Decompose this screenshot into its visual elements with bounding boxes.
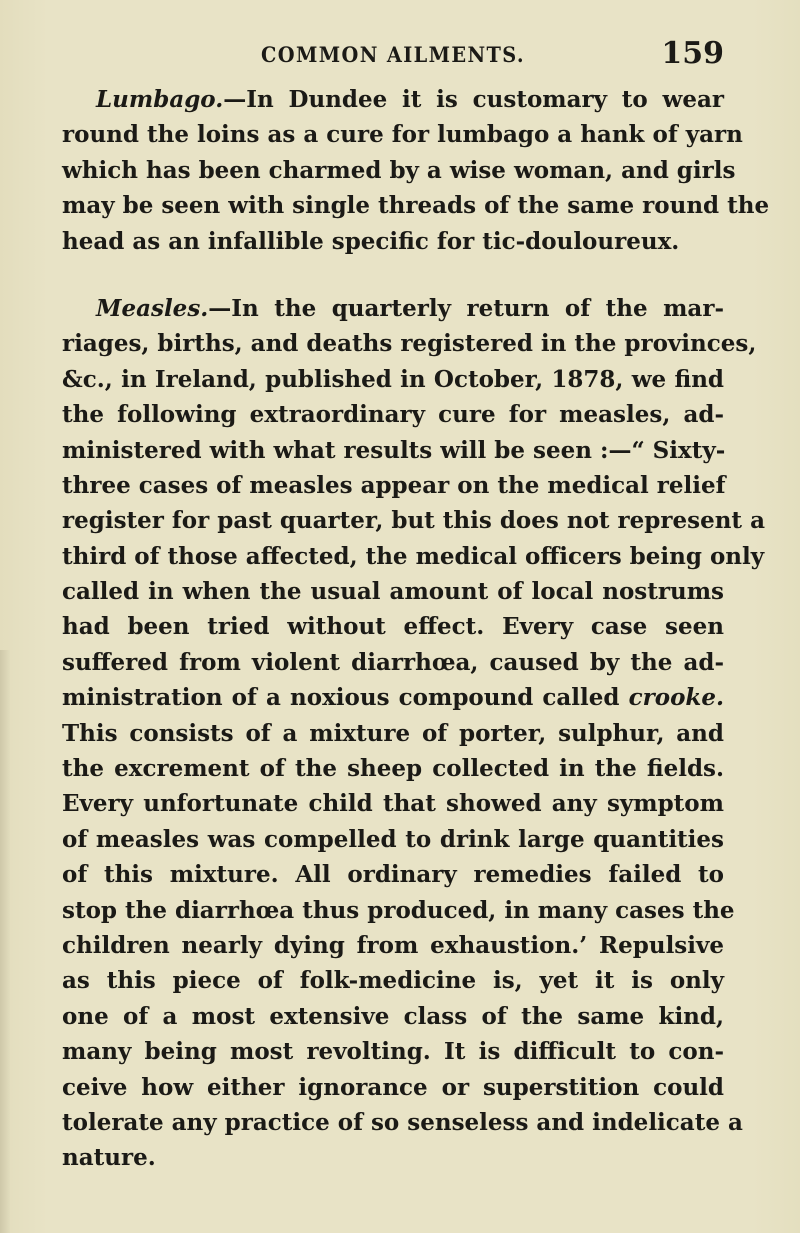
text-line: nature. <box>62 1144 156 1172</box>
text-line: riages, births, and deaths registered in the provinces, <box>62 330 757 358</box>
text-line: of this mixture. All ordinary remedies failed to <box>62 861 724 889</box>
text-line <box>62 680 724 715</box>
text-line: third of those affected, the medical officers being only <box>62 542 765 570</box>
page-header <box>62 36 724 82</box>
text-line-content: —In the quarterly return of the mar- <box>208 294 724 322</box>
running-head: COMMON AILMENTS. <box>260 42 526 67</box>
binding-shadow <box>0 650 10 1233</box>
text-line: of measles was compelled to drink large quantities <box>62 825 724 853</box>
paragraph-heading-measles: Measles. <box>96 294 209 322</box>
text-line: suffered from violent diarrhœa, caused by the ad- <box>62 648 724 676</box>
text-line: many being most revolting. It is difficult to con- <box>62 1038 724 1066</box>
text-line: ministered with what results will be seen :—“ Sixty- <box>62 436 726 464</box>
text-line: children nearly dying from exhaustion.’ Repulsive <box>62 931 724 959</box>
text-line <box>62 291 724 326</box>
text-line: Every unfortunate child that showed any symptom <box>62 790 724 818</box>
text-line: the excrement of the sheep collected in the fields. <box>62 755 724 783</box>
italic-term-crooke: crooke. <box>628 684 724 712</box>
text-line: head as an infallible specific for tic-douloureux. <box>62 227 680 255</box>
text-line <box>62 82 724 117</box>
paragraph-gap <box>62 259 724 291</box>
text-line: which has been charmed by a wise woman, and girls <box>62 156 736 184</box>
text-line: stop the diarrhœa thus produced, in many cases the <box>62 896 735 924</box>
text-line: called in when the usual amount of local nostrums <box>62 578 724 606</box>
text-line-content: ministration of a noxious compound called <box>62 684 629 712</box>
text-line: may be seen with single threads of the same round the <box>62 192 770 220</box>
text-line: ceive how either ignorance or superstition could <box>62 1073 724 1101</box>
text-line-content: —In Dundee it is customary to wear <box>223 86 724 113</box>
paragraph-heading-lumbago: Lumbago. <box>96 86 224 113</box>
text-line: had been tried without effect. Every case seen <box>62 613 724 641</box>
text-line: &c., in Ireland, published in October, 1878, we find <box>62 365 724 393</box>
text-line: register for past quarter, but this does not represent a <box>62 507 765 535</box>
text-line: one of a most extensive class of the same kind, <box>62 1002 724 1030</box>
text-line: three cases of measles appear on the medical relief <box>62 471 726 499</box>
text-line: round the loins as a cure for lumbago a hank of yarn <box>62 121 743 149</box>
text-line: the following extraordinary cure for measles, ad- <box>62 401 724 429</box>
text-line: as this piece of folk-medicine is, yet it is only <box>62 967 724 995</box>
text-line: This consists of a mixture of porter, sulphur, and <box>62 719 724 747</box>
body-text <box>62 82 770 1176</box>
text-line: tolerate any practice of so senseless and indelicate a <box>62 1108 743 1136</box>
page-number: 159 <box>661 36 724 71</box>
